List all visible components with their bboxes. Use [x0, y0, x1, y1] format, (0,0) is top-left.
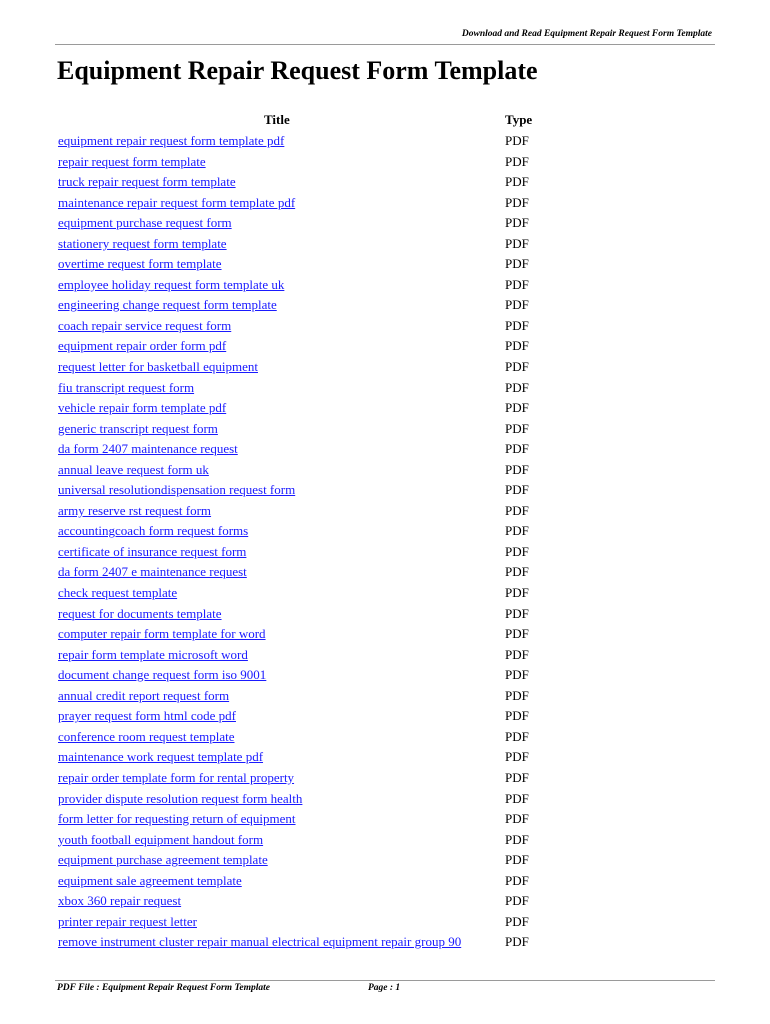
- column-header-type: Type: [505, 112, 533, 127]
- footer-divider: [55, 980, 715, 981]
- result-link[interactable]: annual leave request form uk: [58, 461, 209, 477]
- file-type-label: PDF: [505, 400, 529, 416]
- file-type-label: PDF: [505, 276, 529, 292]
- result-link[interactable]: engineering change request form template: [58, 297, 277, 313]
- table-row: [58, 770, 538, 791]
- result-link[interactable]: stationery request form template: [58, 235, 227, 251]
- table-row: [58, 914, 538, 935]
- result-link[interactable]: xbox 360 repair request: [58, 893, 182, 909]
- file-type-label: PDF: [505, 934, 529, 950]
- table-row: [58, 256, 538, 277]
- footer-file-label: PDF File : Equipment Repair Request Form Template: [57, 983, 270, 993]
- table-row: [58, 359, 538, 380]
- table-row: [58, 544, 538, 565]
- footer-page-number: Page : 1: [368, 983, 401, 993]
- result-link[interactable]: da form 2407 maintenance request: [58, 441, 238, 457]
- file-type-label: PDF: [505, 215, 529, 231]
- table-row: [58, 893, 538, 914]
- table-row: [58, 729, 538, 750]
- table-row: [58, 462, 538, 483]
- column-header-title: Title: [264, 112, 290, 127]
- result-link[interactable]: fiu transcript request form: [58, 379, 195, 395]
- page-title: Equipment Repair Request Form Template: [57, 56, 538, 85]
- file-type-label: PDF: [505, 790, 529, 806]
- result-link[interactable]: maintenance work request template pdf: [58, 749, 264, 765]
- table-row: [58, 832, 538, 853]
- table-row: [58, 318, 538, 339]
- table-row: [58, 585, 538, 606]
- result-link[interactable]: army reserve rst request form: [58, 502, 212, 518]
- file-type-label: PDF: [505, 749, 529, 765]
- file-type-label: PDF: [505, 667, 529, 683]
- result-link[interactable]: vehicle repair form template pdf: [58, 400, 227, 416]
- file-type-label: PDF: [505, 543, 529, 559]
- result-link[interactable]: overtime request form template: [58, 256, 222, 272]
- result-link[interactable]: truck repair request form template: [58, 174, 236, 190]
- file-type-label: PDF: [505, 359, 529, 375]
- result-link[interactable]: printer repair request letter: [58, 913, 197, 929]
- result-link[interactable]: equipment repair order form pdf: [58, 338, 227, 354]
- file-type-label: PDF: [505, 461, 529, 477]
- table-row: [58, 667, 538, 688]
- table-row: [58, 791, 538, 812]
- table-row: [58, 236, 538, 257]
- table-row: [58, 626, 538, 647]
- file-type-label: PDF: [505, 317, 529, 333]
- result-link[interactable]: provider dispute resolution request form health: [58, 790, 303, 806]
- file-type-label: PDF: [505, 420, 529, 436]
- file-type-label: PDF: [505, 687, 529, 703]
- file-type-label: PDF: [505, 728, 529, 744]
- table-row: [58, 215, 538, 236]
- result-link[interactable]: equipment sale agreement template: [58, 872, 242, 888]
- result-link[interactable]: generic transcript request form: [58, 420, 218, 436]
- running-header: Download and Read Equipment Repair Request Form Template: [461, 29, 712, 39]
- file-type-label: PDF: [505, 523, 529, 539]
- file-type-label: PDF: [505, 297, 529, 313]
- file-type-label: PDF: [505, 811, 529, 827]
- table-row: [58, 708, 538, 729]
- file-type-label: PDF: [505, 769, 529, 785]
- result-link[interactable]: employee holiday request form template uk: [58, 276, 285, 292]
- table-row: [58, 564, 538, 585]
- file-type-label: PDF: [505, 852, 529, 868]
- result-link[interactable]: form letter for requesting return of equipment: [58, 811, 296, 827]
- table-row: [58, 523, 538, 544]
- table-row: [58, 400, 538, 421]
- file-type-label: PDF: [505, 626, 529, 642]
- table-row: [58, 154, 538, 175]
- result-link[interactable]: universal resolutiondispensation request form: [58, 482, 296, 498]
- result-link[interactable]: da form 2407 e maintenance request: [58, 564, 247, 580]
- result-link[interactable]: youth football equipment handout form: [58, 831, 264, 847]
- result-link[interactable]: certificate of insurance request form: [58, 543, 247, 559]
- result-link[interactable]: request letter for basketball equipment: [58, 359, 258, 375]
- result-link[interactable]: equipment purchase request form: [58, 215, 232, 231]
- table-row: [58, 174, 538, 195]
- result-link[interactable]: remove instrument cluster repair manual electrical equipment repair group 90: [58, 934, 462, 950]
- result-link[interactable]: equipment purchase agreement template: [58, 852, 268, 868]
- result-link[interactable]: maintenance repair request form template pdf: [58, 194, 296, 210]
- file-type-label: PDF: [505, 893, 529, 909]
- result-link[interactable]: document change request form iso 9001: [58, 667, 267, 683]
- result-link[interactable]: annual credit report request form: [58, 687, 230, 703]
- file-type-label: PDF: [505, 194, 529, 210]
- result-link[interactable]: repair order template form for rental property: [58, 769, 295, 785]
- file-type-label: PDF: [505, 564, 529, 580]
- result-link[interactable]: computer repair form template for word: [58, 626, 266, 642]
- file-type-label: PDF: [505, 133, 529, 148]
- file-type-label: PDF: [505, 379, 529, 395]
- results-list: [58, 133, 538, 955]
- table-row: [58, 338, 538, 359]
- table-row: [58, 503, 538, 524]
- result-link[interactable]: accountingcoach form request forms: [58, 523, 249, 539]
- table-row: [58, 688, 538, 709]
- file-type-label: PDF: [505, 585, 529, 601]
- table-row: [58, 380, 538, 401]
- result-link[interactable]: request for documents template: [58, 605, 222, 621]
- file-type-label: PDF: [505, 174, 529, 190]
- table-row: [58, 852, 538, 873]
- file-type-label: PDF: [505, 256, 529, 272]
- result-link[interactable]: repair request form template: [58, 153, 206, 169]
- result-link[interactable]: coach repair service request form: [58, 317, 232, 333]
- table-row: [58, 133, 538, 154]
- file-type-label: PDF: [505, 831, 529, 847]
- file-type-label: PDF: [505, 872, 529, 888]
- table-row: [58, 297, 538, 318]
- table-row: [58, 873, 538, 894]
- table-row: [58, 749, 538, 770]
- table-row: [58, 482, 538, 503]
- table-row: [58, 647, 538, 668]
- result-link[interactable]: conference room request template: [58, 728, 235, 744]
- file-type-label: PDF: [505, 153, 529, 169]
- table-row: [58, 277, 538, 298]
- table-row: [58, 934, 538, 955]
- file-type-label: PDF: [505, 235, 529, 251]
- file-type-label: PDF: [505, 708, 529, 724]
- file-type-label: PDF: [505, 441, 529, 457]
- file-type-label: PDF: [505, 502, 529, 518]
- result-link[interactable]: check request template: [58, 585, 178, 601]
- file-type-label: PDF: [505, 482, 529, 498]
- file-type-label: PDF: [505, 338, 529, 354]
- header-divider: [55, 44, 715, 45]
- table-row: [58, 441, 538, 462]
- result-link[interactable]: repair form template microsoft word: [58, 646, 248, 662]
- file-type-label: PDF: [505, 646, 529, 662]
- table-row: [58, 606, 538, 627]
- table-row: [58, 811, 538, 832]
- file-type-label: PDF: [505, 913, 529, 929]
- result-link[interactable]: equipment repair request form template pdf: [58, 133, 285, 148]
- table-row: [58, 421, 538, 442]
- table-row: [58, 195, 538, 216]
- file-type-label: PDF: [505, 605, 529, 621]
- result-link[interactable]: prayer request form html code pdf: [58, 708, 236, 724]
